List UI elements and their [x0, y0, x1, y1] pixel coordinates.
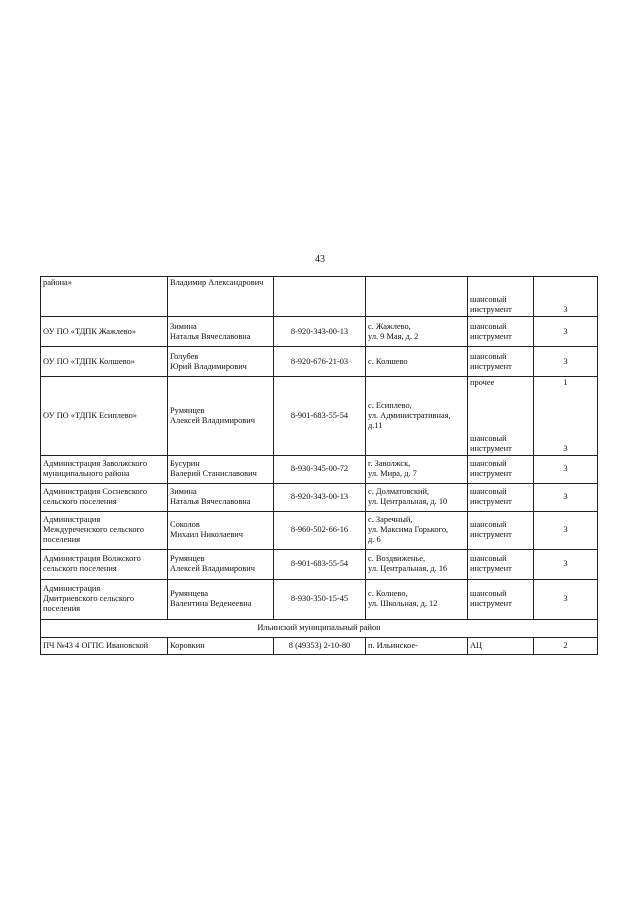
address-cell: с. Долматовский, ул. Центральная, д. 10 [366, 483, 468, 511]
address-cell: с. Колнево, ул. Школьная, д. 12 [366, 579, 468, 619]
tool-cell: шансовый инструмент [468, 549, 534, 579]
person-cell: Голубев Юрий Владимирович [168, 347, 274, 377]
tool-cell: шансовый инструмент [468, 455, 534, 483]
page-number: 43 [315, 254, 325, 265]
org-cell: ПЧ №43 4 ОГПС Ивановской [41, 637, 168, 654]
table-row [41, 483, 598, 511]
org-cell: ОУ ПО «ТДПК Жажлево» [41, 317, 168, 347]
address-cell: с. Воздвиженье, ул. Центральная, д. 16 [366, 549, 468, 579]
address-cell: с. Есиплево, ул. Административная, д.11 [366, 377, 468, 456]
table-row [41, 377, 598, 429]
person-cell: Бусурин Валерий Станиславович [168, 455, 274, 483]
org-cell: Администрация Заволжского муниципального района [41, 455, 168, 483]
org-cell: ОУ ПО «ТДПК Колшево» [41, 347, 168, 377]
table-row [41, 549, 598, 579]
table-row [41, 637, 598, 654]
table-row [41, 277, 598, 317]
phone-cell: 8-901-683-55-54 [274, 549, 366, 579]
tool-cell: шансовый инструмент [468, 429, 534, 456]
tool-cell: шансовый инструмент [468, 277, 534, 317]
table-row [41, 579, 598, 619]
address-cell: с. Жажлево, ул. 9 Мая, д. 2 [366, 317, 468, 347]
person-cell: Зимина Наталья Вячеславовна [168, 317, 274, 347]
phone-cell: 8 (49353) 2-10-80 [274, 637, 366, 654]
phone-cell [274, 277, 366, 317]
section-heading: Ильинский муниципальный район [41, 619, 598, 637]
qty-cell: 3 [534, 483, 598, 511]
org-cell: Администрация Волжского сельского поселения [41, 549, 168, 579]
table-body-ilinsky [41, 619, 598, 654]
tool-cell: шансовый инструмент [468, 511, 534, 549]
person-cell: Румянцев Алексей Владимирович [168, 377, 274, 456]
tool-cell: шансовый инструмент [468, 483, 534, 511]
table-row [41, 455, 598, 483]
table-row [41, 317, 598, 347]
equipment-table [40, 276, 598, 655]
phone-cell: 8-930-345-00-72 [274, 455, 366, 483]
person-cell: Коровкин [168, 637, 274, 654]
tool-cell: шансовый инструмент [468, 579, 534, 619]
phone-cell: 8-920-343-00-13 [274, 483, 366, 511]
person-cell: Румянцева Валентина Веденеевна [168, 579, 274, 619]
qty-cell: 3 [534, 317, 598, 347]
qty-cell: 3 [534, 277, 598, 317]
tool-cell: шансовый инструмент [468, 317, 534, 347]
table-body-esiplevo [41, 377, 598, 456]
person-cell: Владимир Александрович [168, 277, 274, 317]
address-cell: с. Заречный, ул. Максима Горького, д. 6 [366, 511, 468, 549]
qty-cell: 1 [534, 377, 598, 429]
phone-cell: 8-920-343-00-13 [274, 317, 366, 347]
qty-cell: 3 [534, 429, 598, 456]
qty-cell: 2 [534, 637, 598, 654]
address-cell: с. Колшево [366, 347, 468, 377]
table-row [41, 511, 598, 549]
phone-cell: 8-920-676-21-03 [274, 347, 366, 377]
tool-cell: шансовый инструмент [468, 347, 534, 377]
qty-cell: 3 [534, 455, 598, 483]
table-body-top [41, 277, 598, 377]
tool-cell: АЦ [468, 637, 534, 654]
section-row [41, 619, 598, 637]
address-cell: п. Ильинское- [366, 637, 468, 654]
tool-cell: прочее [468, 377, 534, 429]
phone-cell: 8-901-683-55-54 [274, 377, 366, 456]
address-cell: г. Заволжск, ул. Мира, д. 7 [366, 455, 468, 483]
qty-cell: 3 [534, 511, 598, 549]
person-cell: Соколов Михаил Николаевич [168, 511, 274, 549]
org-cell: района» [41, 277, 168, 317]
address-cell [366, 277, 468, 317]
qty-cell: 3 [534, 347, 598, 377]
org-cell: Администрация Междуреченского сельского поселения [41, 511, 168, 549]
phone-cell: 8-960-502-66-16 [274, 511, 366, 549]
table-row [41, 347, 598, 377]
person-cell: Зимина Наталья Вячеславовна [168, 483, 274, 511]
table-body-bottom [41, 455, 598, 619]
phone-cell: 8-930-350-15-45 [274, 579, 366, 619]
org-cell: Администрация Сосневского сельского поселения [41, 483, 168, 511]
org-cell: ОУ ПО «ТДПК Есиплево» [41, 377, 168, 456]
qty-cell: 3 [534, 549, 598, 579]
org-cell: Администрация Дмитриевского сельского поселения [41, 579, 168, 619]
person-cell: Румянцев Алексей Владимирович [168, 549, 274, 579]
qty-cell: 3 [534, 579, 598, 619]
